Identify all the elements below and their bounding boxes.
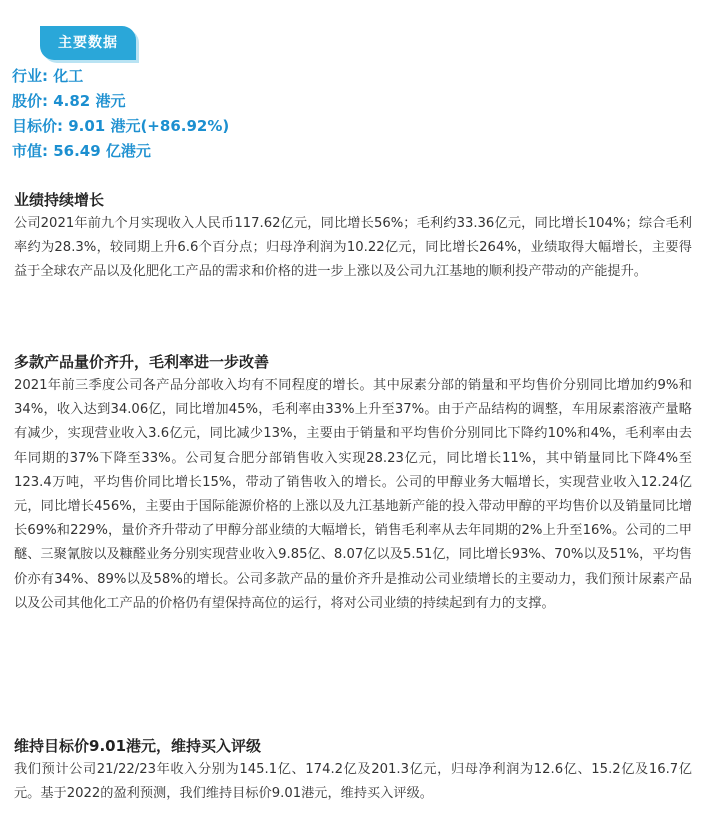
key-data-block bbox=[12, 64, 229, 164]
section-rating bbox=[14, 734, 692, 806]
section-heading: 多款产品量价齐升，毛利率进一步改善 bbox=[14, 353, 270, 371]
badge-label: 主要数据 bbox=[40, 26, 136, 60]
section-heading: 业绩持续增长 bbox=[14, 191, 105, 209]
section-body: 2021年前三季度公司各产品分部收入均有不同程度的增长。其中尿素分部的销量和平均售价分别同比增加约9%和34%，收入达到34.06亿，同比增加45%，毛利率由33%上升至37%。由于产品结构的调整，车用尿素溶液产量略有减少，实现营业收入3.6亿元，同比减少13%，主要由于销量和平均售价分别同比下降约10%和4%，毛利率由去年同期的37%下降至33%。公司复合肥分部销售收入实现28.23亿元，同比增长11%，其中销量同比下降4%至123.4万吨，平均售价同比增长15%，带动了销售收入的增长。公司的甲醇业务大幅增长，实现营业收入12.24亿元，同比增长456%，主要由于国际能源价格的上涨以及九江基地新产能的投入带动甲醇的平均售价以及销量同比增长69%和229%，量价齐升带动了甲醇分部业绩的大幅增长，销售毛利率从去年同期的2%上升至16%。公司的二甲醚、三聚氰胺以及糠醛业务分别实现营业收入9.85亿、8.07亿以及5.51亿，同比增长93%、70%以及51%，平均售价亦有34%、89%以及58%的增长。公司多款产品的量价齐升是推动公司业绩增长的主要动力，我们预计尿素产品以及公司其他化工产品的价格仍有望保持高位的运行，将对公司业绩的持续起到有力的支撑。 bbox=[14, 378, 692, 611]
section-body: 我们预计公司21/22/23年收入分别为145.1亿、174.2亿及201.3亿元，归母净利润为12.6亿、15.2亿及16.7亿元。基于2022的盈利预测，我们维持目标价9.01港元，维持买入评级。 bbox=[14, 762, 692, 802]
key-data-badge bbox=[40, 26, 136, 62]
section-product-price-volume bbox=[14, 350, 692, 616]
section-body: 公司2021年前九个月实现收入人民币117.62亿元，同比增长56%；毛利约33.36亿元，同比增长104%；综合毛利率约为28.3%，较同期上升6.6个百分点；归母净利润为10.22亿元，同比增长264%，业绩取得大幅增长，主要得益于全球农产品以及化肥化工产品的需求和价格的进一步上涨以及公司九江基地的顺利投产带动的产能提升。 bbox=[14, 216, 692, 280]
target-price-line: 目标价: 9.01 港元(+86.92%) bbox=[12, 117, 230, 135]
price-line: 股价: 4.82 港元 bbox=[12, 92, 126, 110]
section-heading: 维持目标价9.01港元，维持买入评级 bbox=[14, 737, 262, 755]
industry-line: 行业: 化工 bbox=[12, 67, 84, 85]
market-cap-line: 市值: 56.49 亿港元 bbox=[12, 142, 151, 160]
section-earnings-growth bbox=[14, 188, 692, 285]
